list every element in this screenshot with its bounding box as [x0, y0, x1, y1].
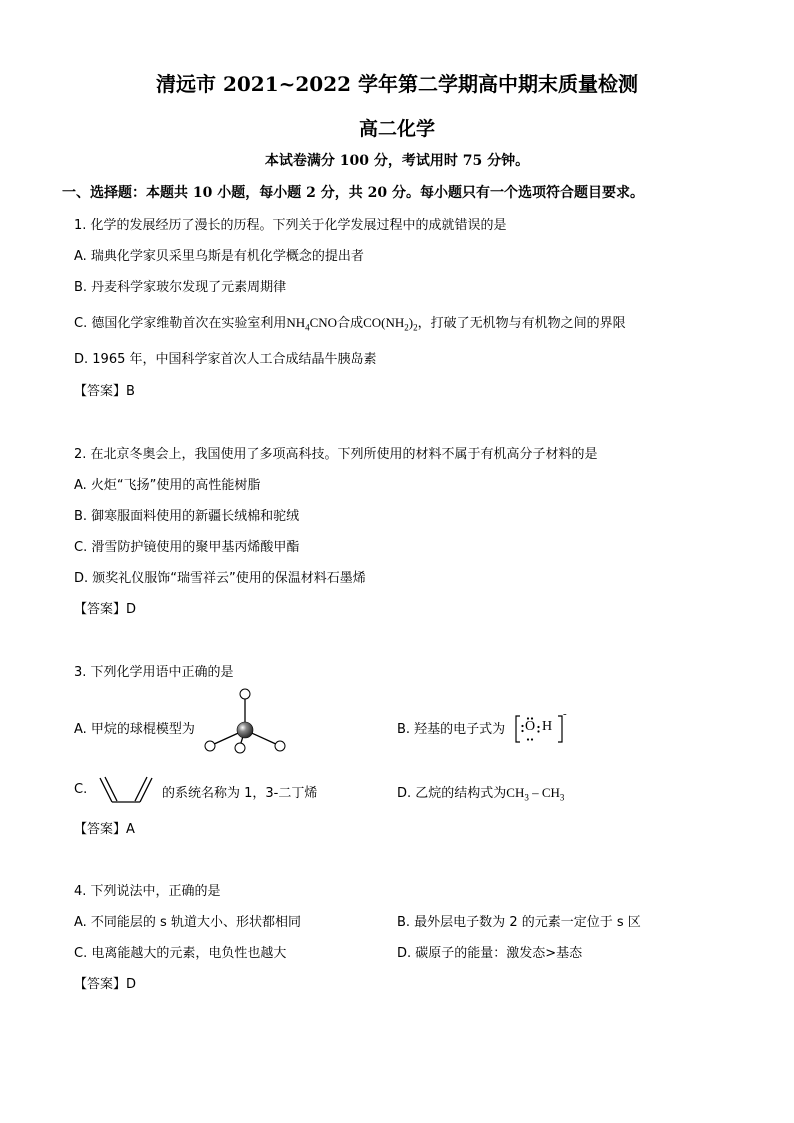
q3-option-d-pre: D. 乙烷的结构式为 [397, 786, 507, 801]
q1-option-b: B. 丹麦科学家玻尔发现了元素周期律 [74, 280, 287, 295]
q3-option-c-label: C. [74, 782, 88, 797]
q4-option-d: D. 碳原子的能量：激发态>基态 [397, 946, 583, 961]
q2-option-a: A. 火炬“飞扬”使用的高性能树脂 [74, 478, 261, 493]
formula-nh4cno [286, 315, 338, 333]
section-heading: 一、选择题：本题共 10 小题，每小题 2 分，共 20 分。每小题只有一个选项符合题目要求。 [62, 185, 644, 201]
hydroxyl-charge: - [563, 708, 567, 720]
hydroxyl-electron-formula-brackets [514, 712, 568, 746]
q3-stem: 3. 下列化学用语中正确的是 [74, 665, 234, 680]
formula-sub-4: 4 [305, 322, 310, 333]
q3-option-a: A. 甲烷的球棍模型为 [74, 722, 195, 737]
formula-sub-3b: 3 [559, 792, 565, 803]
q1-stem: 1. 化学的发展经历了漫长的历程。下列关于化学发展过程中的成就错误的是 [74, 218, 507, 233]
q2-option-c: C. 滑雪防护镜使用的聚甲基丙烯酸甲酯 [74, 540, 300, 555]
formula-urea [363, 315, 418, 333]
q4-option-a: A. 不同能层的 s 轨道大小、形状都相同 [74, 915, 301, 930]
hydroxyl-atom-o: O [525, 719, 536, 734]
exam-title: 清远市 2021~2022 学年第二学期高中期末质量检测 [155, 72, 638, 96]
formula-sub-2a: 2 [404, 322, 409, 333]
formula-ch-b: CH [541, 785, 560, 800]
formula-dash: – [528, 785, 542, 800]
q3-option-c-text: 的系统名称为 1，3-二丁烯 [162, 786, 318, 801]
methane-ball-stick-model-icon [198, 686, 290, 754]
formula-ch-a: CH [506, 785, 525, 800]
q1-answer [74, 380, 135, 399]
q3-option-d [397, 782, 564, 803]
hydroxyl-atom-h: H [542, 719, 553, 734]
answer-label: 【答案】 [74, 977, 127, 992]
q2-option-b: B. 御寒服面料使用的新疆长绒棉和驼绒 [74, 509, 300, 524]
q3-answer [74, 818, 135, 837]
q4-stem: 4. 下列说法中，正确的是 [74, 884, 221, 899]
q2-option-d: D. 颁奖礼仪服饰“瑞雪祥云”使用的保温材料石墨烯 [74, 571, 366, 586]
q2-answer [74, 598, 136, 617]
q1-option-d: D. 1965 年，中国科学家首次人工合成结晶牛胰岛素 [74, 352, 377, 367]
q1-option-c-pre: C. 德国化学家维勒首次在实验室利用 [74, 316, 287, 331]
answer-value: D [126, 602, 137, 617]
formula-ethane [506, 785, 565, 803]
q1-option-c [74, 312, 626, 333]
formula-sub-3a: 3 [524, 792, 529, 803]
q4-option-c: C. 电离能越大的元素，电负性也越大 [74, 946, 287, 961]
q1-option-c-mid: 合成 [337, 316, 364, 331]
answer-value: A [126, 822, 135, 837]
q2-stem: 2. 在北京冬奥会上，我国使用了多项高科技。下列所使用的材料不属于有机高分子材料的是 [74, 447, 598, 462]
exam-note: 本试卷满分 100 分，考试用时 75 分钟。 [264, 153, 530, 169]
answer-value: B [126, 384, 135, 399]
answer-label: 【答案】 [74, 602, 127, 617]
q4-answer [74, 973, 136, 992]
formula-co-nh: CO(NH [363, 315, 405, 330]
answer-label: 【答案】 [74, 384, 127, 399]
answer-value: D [126, 977, 137, 992]
q1-option-a: A. 瑞典化学家贝采里乌斯是有机化学概念的提出者 [74, 249, 364, 264]
formula-cno: CNO [309, 315, 338, 330]
q4-option-b: B. 最外层电子数为 2 的元素一定位于 s 区 [397, 915, 641, 930]
q3-option-b: B. 羟基的电子式为 [397, 722, 506, 737]
formula-sub-2b: 2 [413, 322, 418, 333]
formula-nh: NH [286, 315, 306, 330]
answer-label: 【答案】 [74, 822, 127, 837]
formula-close-paren: ) [408, 315, 414, 330]
butadiene-skeletal-structure-icon [94, 772, 160, 806]
exam-subtitle: 高二化学 [358, 118, 435, 140]
q1-option-c-post: ，打破了无机物与有机物之间的界限 [417, 316, 626, 331]
